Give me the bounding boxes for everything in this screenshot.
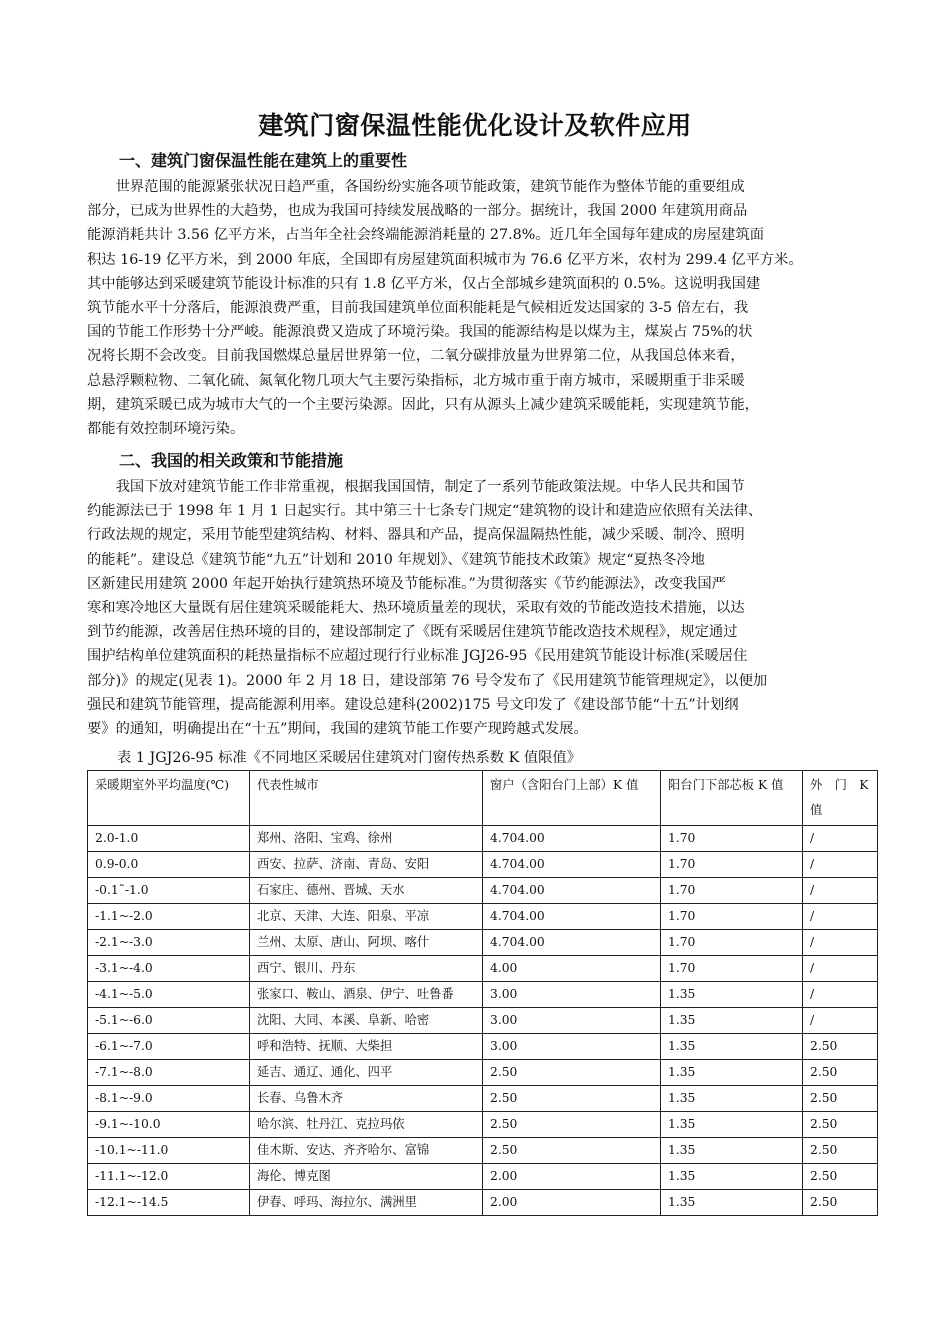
cell-outer-door-k: / <box>803 878 878 904</box>
table-header-row <box>88 771 878 826</box>
cell-outer-door-k: 2.50 <box>803 1190 878 1216</box>
cell-window-k: 3.00 <box>483 1008 661 1034</box>
cell-temperature: -1.1~-2.0 <box>88 904 250 930</box>
cell-temperature: -4.1~-5.0 <box>88 982 250 1008</box>
cell-temperature: -9.1~-10.0 <box>88 1112 250 1138</box>
cell-balcony-panel-k: 1.70 <box>661 956 803 982</box>
cell-balcony-panel-k: 1.70 <box>661 826 803 852</box>
cell-temperature: -0.1˜-1.0 <box>88 878 250 904</box>
cell-outer-door-k: / <box>803 956 878 982</box>
cell-outer-door-k: 2.50 <box>803 1112 878 1138</box>
cell-window-k: 2.50 <box>483 1138 661 1164</box>
table-row <box>88 1034 878 1060</box>
paragraph-line: 期，建筑采暖已成为城市大气的一个主要污染源。因此，只有从源头上减少建筑采暖能耗，实现建筑节能， <box>87 396 759 413</box>
table-row <box>88 1190 878 1216</box>
cell-temperature: -8.1~-9.0 <box>88 1086 250 1112</box>
section-2-paragraph <box>87 475 877 741</box>
cell-cities: 哈尔滨、牡丹江、克拉玛依 <box>250 1112 483 1138</box>
cell-balcony-panel-k: 1.35 <box>661 1190 803 1216</box>
paragraph-line: 寒和寒冷地区大量既有居住建筑采暖能耗大、热环境质量差的现状，采取有效的节能改造技术措施，以达 <box>87 600 745 617</box>
cell-cities: 伊春、呼玛、海拉尔、满洲里 <box>250 1190 483 1216</box>
cell-balcony-panel-k: 1.35 <box>661 1112 803 1138</box>
cell-window-k: 2.50 <box>483 1086 661 1112</box>
paragraph-line: 总悬浮颗粒物、二氧化硫、氮氧化物几项大气主要污染指标，北方城市重于南方城市，采暖期重于非采暖 <box>87 372 745 389</box>
cell-outer-door-k: 2.50 <box>803 1060 878 1086</box>
cell-window-k: 2.00 <box>483 1164 661 1190</box>
paragraph-line: 要》的通知，明确提出在“十五”期间，我国的建筑节能工作要产现跨越式发展。 <box>87 721 588 738</box>
cell-outer-door-k: / <box>803 1008 878 1034</box>
table-row <box>88 1138 878 1164</box>
cell-balcony-panel-k: 1.70 <box>661 878 803 904</box>
cell-cities: 海伦、博克图 <box>250 1164 483 1190</box>
cell-cities: 佳木斯、安达、齐齐哈尔、富锦 <box>250 1138 483 1164</box>
paragraph-line: 部分)》的规定(见表 1)。2000 年 2 月 18 日，建设部第 76 号令发布了《民用建筑节能管理规定》，以便加 <box>87 672 768 689</box>
paragraph-line: 国的节能工作形势十分严峻。能源浪费又造成了环境污染。我国的能源结构是以煤为主，煤炭占 75%的状 <box>87 324 753 341</box>
cell-cities: 呼和浩特、抚顺、大柴担 <box>250 1034 483 1060</box>
cell-window-k: 2.50 <box>483 1060 661 1086</box>
paragraph-line: 区新建民用建筑 2000 年起开始执行建筑热环境及节能标准。”为贯彻落实《节约能源法》，改变我国严 <box>87 575 726 592</box>
cell-temperature: -11.1~-12.0 <box>88 1164 250 1190</box>
table-row <box>88 1164 878 1190</box>
cell-balcony-panel-k: 1.70 <box>661 904 803 930</box>
cell-window-k: 4.704.00 <box>483 904 661 930</box>
cell-balcony-panel-k: 1.35 <box>661 1060 803 1086</box>
cell-window-k: 3.00 <box>483 1034 661 1060</box>
table-row <box>88 1008 878 1034</box>
paragraph-line: 我国下放对建筑节能工作非常重视，根据我国国情，制定了一系列节能政策法规。中华人民共和国节 <box>87 479 745 495</box>
paragraph-line: 世界范围的能源紧张状况日趋严重，各国纷纷实施各项节能政策，建筑节能作为整体节能的重要组成 <box>87 179 745 195</box>
cell-balcony-panel-k: 1.35 <box>661 982 803 1008</box>
paragraph-line: 部分，已成为世界性的大趋势，也成为我国可持续发展战略的一部分。据统计，我国 2000 年建筑用商品 <box>87 203 748 220</box>
cell-cities: 沈阳、大同、本溪、阜新、哈密 <box>250 1008 483 1034</box>
cell-temperature: -6.1~-7.0 <box>88 1034 250 1060</box>
page-title: 建筑门窗保温性能优化设计及软件应用 <box>258 111 692 140</box>
cell-window-k: 4.704.00 <box>483 826 661 852</box>
cell-cities: 石家庄、德州、晋城、天水 <box>250 878 483 904</box>
cell-temperature: -5.1~-6.0 <box>88 1008 250 1034</box>
cell-outer-door-k: 2.50 <box>803 1164 878 1190</box>
header-temperature: 采暖期室外平均温度(℃) <box>88 771 250 826</box>
table-row <box>88 1112 878 1138</box>
paragraph-line: 的能耗”。建设总《建筑节能“九五”计划和 2010 年规划》、《建筑节能技术政策》规定“夏热冬冷地 <box>87 551 705 568</box>
section-1-paragraph <box>87 175 877 441</box>
cell-outer-door-k: 2.50 <box>803 1138 878 1164</box>
cell-cities: 张家口、鞍山、酒泉、伊宁、吐鲁番 <box>250 982 483 1008</box>
cell-temperature: -10.1~-11.0 <box>88 1138 250 1164</box>
paragraph-line: 能源消耗共计 3.56 亿平方米，占当年全社会终端能源消耗量的 27.8%。近几年全国每年建成的房屋建筑面 <box>87 227 765 244</box>
paragraph-line: 都能有效控制环境污染。 <box>87 421 245 438</box>
cell-temperature: -12.1~-14.5 <box>88 1190 250 1216</box>
cell-outer-door-k: 2.50 <box>803 1086 878 1112</box>
cell-balcony-panel-k: 1.35 <box>661 1164 803 1190</box>
paragraph-line: 围护结构单位建筑面积的耗热量指标不应超过现行行业标准 JGJ26-95《民用建筑节能设计标准(采暖居住 <box>87 648 748 665</box>
table-row <box>88 982 878 1008</box>
table-row <box>88 826 878 852</box>
cell-outer-door-k: / <box>803 930 878 956</box>
cell-balcony-panel-k: 1.70 <box>661 852 803 878</box>
cell-window-k: 3.00 <box>483 982 661 1008</box>
paragraph-line: 到节约能源，改善居住热环境的目的，建设部制定了《既有采暖居住建筑节能改造技术规程》，规定通过 <box>87 624 738 641</box>
cell-balcony-panel-k: 1.35 <box>661 1034 803 1060</box>
paragraph-line: 积达 16-19 亿平方米，到 2000 年底，全国即有房屋建筑面积城市为 76.6 亿平方米，农村为 299.4 亿平方米。 <box>87 251 803 268</box>
header-balcony-panel-k: 阳台门下部芯板 K 值 <box>661 771 803 826</box>
cell-balcony-panel-k: 1.35 <box>661 1086 803 1112</box>
section-2-heading: 二、我国的相关政策和节能措施 <box>119 451 344 470</box>
paragraph-line: 约能源法已于 1998 年 1 月 1 日起实行。其中第三十七条专门规定“建筑物的设计和建造应依照有关法律、 <box>87 503 763 520</box>
header-outer-door-k: 外 门 K 值 <box>803 771 878 826</box>
cell-window-k: 4.704.00 <box>483 930 661 956</box>
paragraph-line: 其中能够达到采暖建筑节能设计标准的只有 1.8 亿平方米，仅占全部城乡建筑面积的 0.5%。这说明我国建 <box>87 275 761 292</box>
paragraph-line: 况将长期不会改变。目前我国燃煤总量居世界第一位，二氧分碳排放量为世界第二位，从我国总体来看， <box>87 348 745 365</box>
cell-cities: 北京、天津、大连、阳泉、平凉 <box>250 904 483 930</box>
table-row <box>88 956 878 982</box>
cell-outer-door-k: / <box>803 982 878 1008</box>
cell-cities: 兰州、太原、唐山、阿坝、喀什 <box>250 930 483 956</box>
header-window-k: 窗户（含阳台门上部）K 值 <box>483 771 661 826</box>
cell-outer-door-k: / <box>803 852 878 878</box>
k-value-table <box>87 770 878 1216</box>
header-cities: 代表性城市 <box>250 771 483 826</box>
cell-temperature: -3.1~-4.0 <box>88 956 250 982</box>
cell-temperature: -2.1~-3.0 <box>88 930 250 956</box>
cell-temperature: -7.1~-8.0 <box>88 1060 250 1086</box>
cell-cities: 西宁、银川、丹东 <box>250 956 483 982</box>
cell-cities: 郑州、洛阳、宝鸡、徐州 <box>250 826 483 852</box>
cell-window-k: 4.704.00 <box>483 852 661 878</box>
cell-balcony-panel-k: 1.35 <box>661 1138 803 1164</box>
paragraph-line: 筑节能水平十分落后，能源浪费严重，目前我国建筑单位面积能耗是气候相近发达国家的 3-5 倍左右，我 <box>87 300 749 317</box>
paragraph-line: 强民和建筑节能管理，提高能源利用率。建设总建科(2002)175 号文印发了《建设部节能“十五”计划纲 <box>87 696 739 713</box>
cell-window-k: 4.704.00 <box>483 878 661 904</box>
table-row <box>88 904 878 930</box>
table-row <box>88 930 878 956</box>
cell-cities: 西安、拉萨、济南、青岛、安阳 <box>250 852 483 878</box>
table-row <box>88 1060 878 1086</box>
cell-balcony-panel-k: 1.70 <box>661 930 803 956</box>
cell-outer-door-k: / <box>803 826 878 852</box>
cell-outer-door-k: 2.50 <box>803 1034 878 1060</box>
paragraph-line: 行政法规的规定，采用节能型建筑结构、材料、器具和产品，提高保温隔热性能，减少采暖、制冷、照明 <box>87 527 745 544</box>
cell-window-k: 4.00 <box>483 956 661 982</box>
cell-cities: 延吉、通辽、通化、四平 <box>250 1060 483 1086</box>
cell-balcony-panel-k: 1.35 <box>661 1008 803 1034</box>
cell-window-k: 2.00 <box>483 1190 661 1216</box>
cell-temperature: 2.0-1.0 <box>88 826 250 852</box>
table-row <box>88 878 878 904</box>
table-row <box>88 852 878 878</box>
cell-temperature: 0.9-0.0 <box>88 852 250 878</box>
cell-outer-door-k: / <box>803 904 878 930</box>
table-row <box>88 1086 878 1112</box>
cell-window-k: 2.50 <box>483 1112 661 1138</box>
cell-cities: 长春、乌鲁木齐 <box>250 1086 483 1112</box>
table-caption: 表 1 JGJ26-95 标准《不同地区采暖居住建筑对门窗传热系数 K 值限值》 <box>117 750 582 766</box>
section-1-heading: 一、建筑门窗保温性能在建筑上的重要性 <box>119 151 408 170</box>
